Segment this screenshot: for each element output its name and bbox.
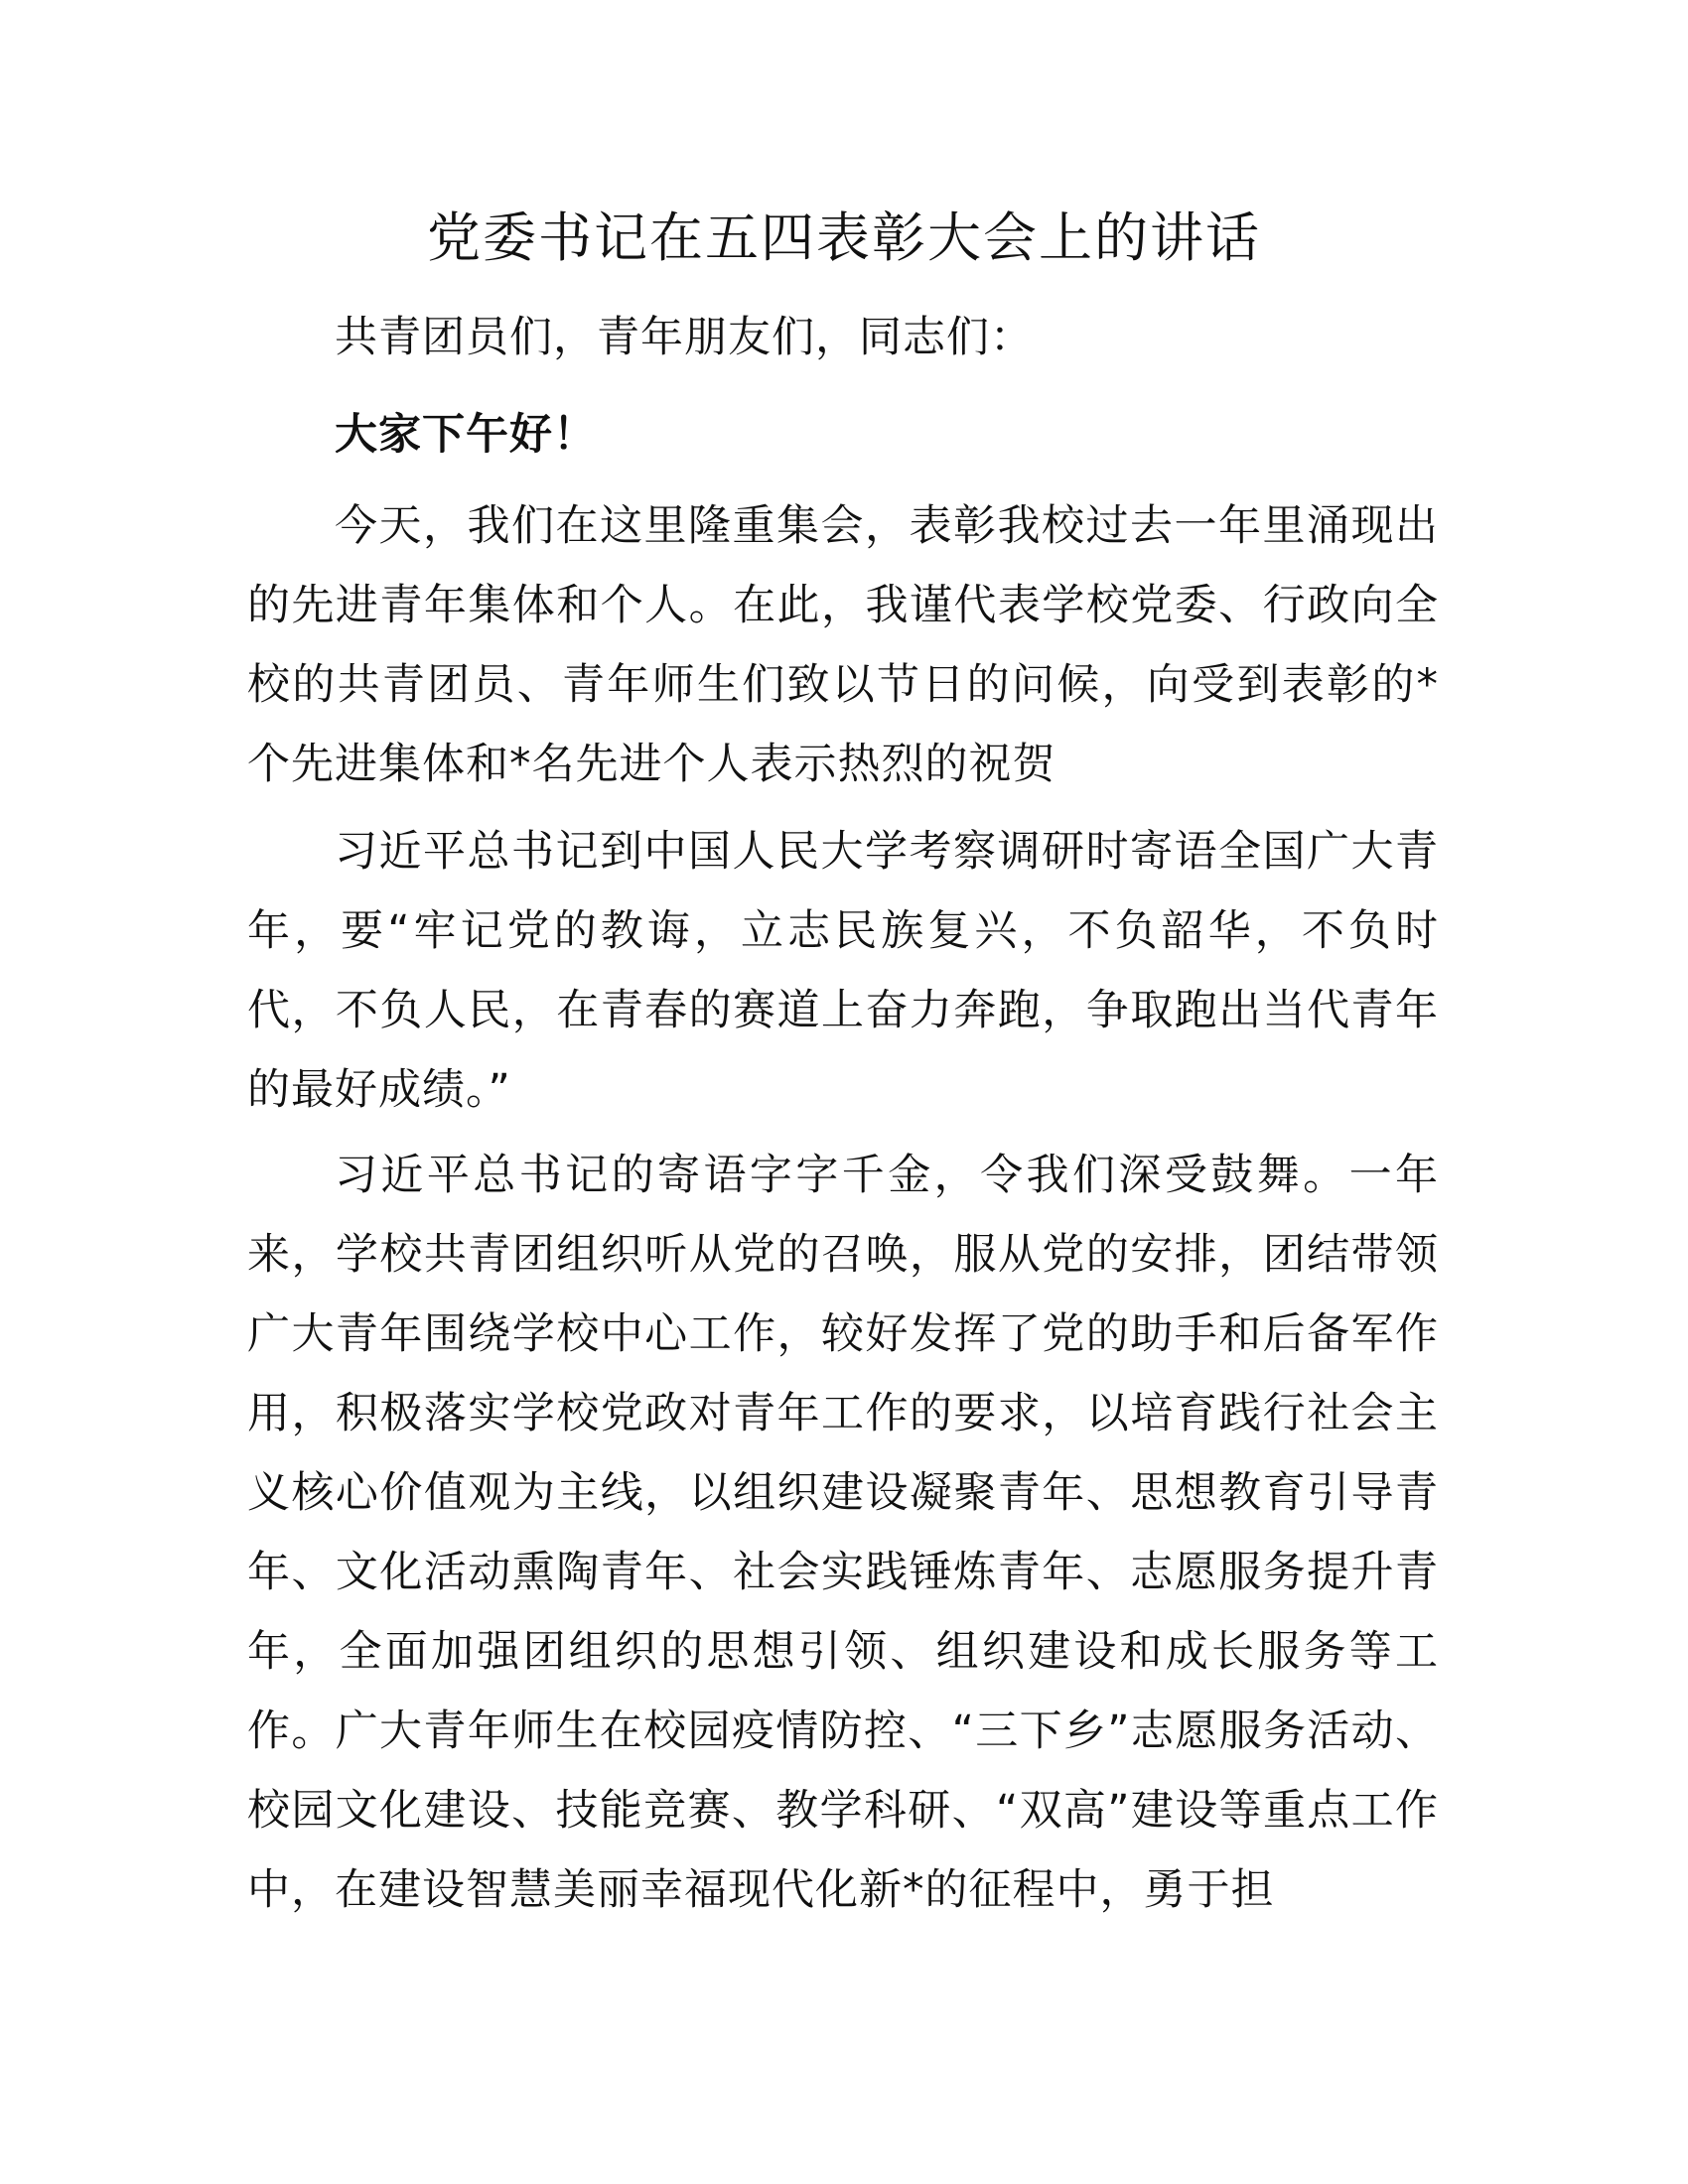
paragraph-2	[247, 812, 1439, 1130]
salutation	[247, 298, 1439, 377]
greeting	[247, 395, 1439, 475]
paragraph-text: 习近平总书记的寄语字字千金，令我们深受鼓舞。一年来，学校共青团组织听从党的召唤，服从党的安排，团结带领广大青年围绕学校中心工作，较好发挥了党的助手和后备军作用，积极落实学校党政对青年工作的要求，以培育践行社会主义核心价值观为主线，以组织建设凝聚青年、思想教育引导青年、文化活动熏陶青年、社会实践锤炼青年、志愿服务提升青年，全面加强团组织的思想引领、组织建设和成长服务等工作。广大青年师生在校园疫情防控、“三下乡”志愿服务活动、校园文化建设、技能竞赛、教学科研、“双高”建设等重点工作中，在建设智慧美丽幸福现代化新*的征程中，勇于担	[247, 1151, 1439, 1915]
paragraph-1	[247, 486, 1439, 804]
paragraph-text: 习近平总书记到中国人民大学考察调研时寄语全国广大青年，要“牢记党的教诲，立志民族复兴，不负韶华，不负时代，不负人民，在青春的赛道上奋力奔跑，争取跑出当代青年的最好成绩。”	[247, 827, 1439, 1115]
greeting-text: 大家下午好！	[335, 410, 597, 460]
salutation-text: 共青团员们，青年朋友们，同志们：	[335, 313, 1034, 362]
paragraph-3	[247, 1136, 1439, 1930]
document-title: 党委书记在五四表彰大会上的讲话	[427, 206, 1261, 269]
paragraph-text: 今天，我们在这里隆重集会，表彰我校过去一年里涌现出的先进青年集体和个人。在此，我谨代表学校党委、行政向全校的共青团员、青年师生们致以节日的问候，向受到表彰的*个先进集体和*名先进个人表示热烈的祝贺	[247, 501, 1439, 789]
